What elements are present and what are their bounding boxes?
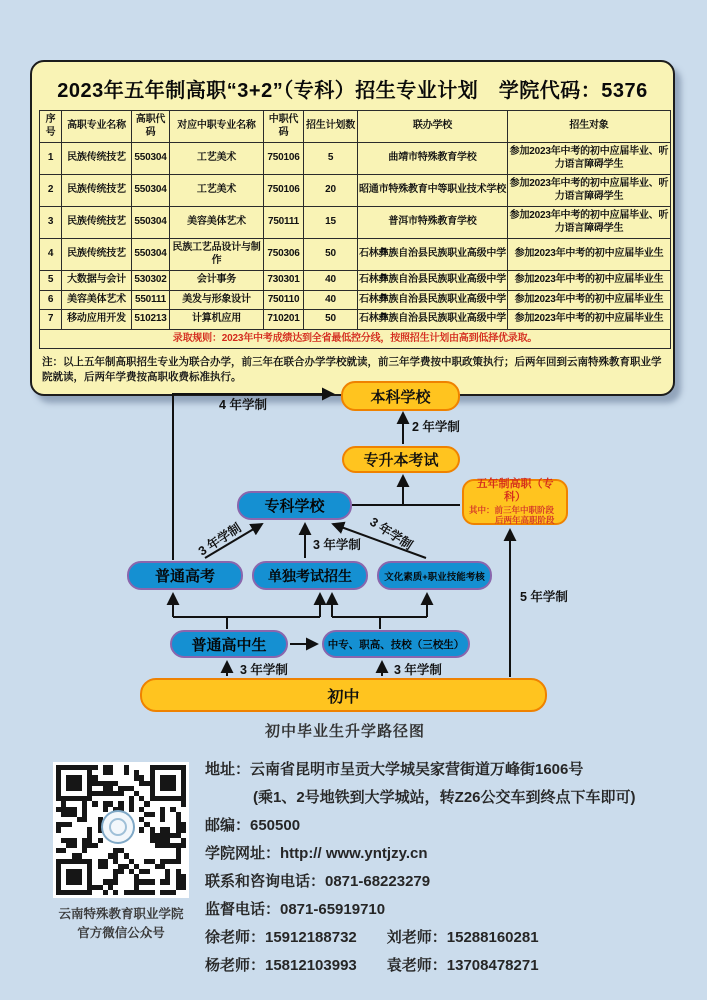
node-junior-high: 初中 <box>140 678 547 712</box>
edge-label-3yr: 3 年学制 <box>195 520 244 559</box>
col-header: 中职代码 <box>264 111 304 143</box>
table-row <box>40 143 671 175</box>
cell: 1 <box>40 143 62 175</box>
qr-caption <box>33 905 209 944</box>
edge-label-3yr: 3 年学制 <box>240 663 288 677</box>
contact-teachers-1: 徐老师：15912188732 刘老师：15288160281 <box>205 929 539 946</box>
edge-label-3yr: 3 年学制 <box>313 538 361 552</box>
cell: 15 <box>304 207 358 239</box>
table-header-row <box>40 111 671 143</box>
cell: 550304 <box>132 207 170 239</box>
col-header: 高职专业名称 <box>62 111 132 143</box>
cell: 计算机应用 <box>170 310 264 330</box>
cell: 工艺美术 <box>170 175 264 207</box>
cell: 参加2023年中考的初中应届毕业、听力语言障碍学生 <box>508 143 671 175</box>
node-undergraduate-school: 本科学校 <box>341 381 460 411</box>
col-header: 对应中职专业名称 <box>170 111 264 143</box>
cell: 4 <box>40 239 62 271</box>
cell: 美发与形象设计 <box>170 290 264 310</box>
cell: 710201 <box>264 310 304 330</box>
cell: 40 <box>304 271 358 291</box>
cell: 普洱市特殊教育学校 <box>358 207 508 239</box>
flowchart-caption: 初中毕业生升学路径图 <box>264 723 425 740</box>
cell: 参加2023年中考的初中应届毕业、听力语言障碍学生 <box>508 207 671 239</box>
cell: 20 <box>304 175 358 207</box>
cell: 民族传统技艺 <box>62 175 132 207</box>
cell: 750106 <box>264 175 304 207</box>
node-separate-exam: 单独考试招生 <box>252 561 368 590</box>
table-row <box>40 175 671 207</box>
cell: 750111 <box>264 207 304 239</box>
table-row <box>40 290 671 310</box>
cell: 曲靖市特殊教育学校 <box>358 143 508 175</box>
cell: 石林彝族自治县民族职业高级中学 <box>358 239 508 271</box>
five-year-sub2: 后两年高职阶段 <box>495 515 555 526</box>
cell: 550304 <box>132 175 170 207</box>
cell: 750306 <box>264 239 304 271</box>
panel-title: 2023年五年制高职“3+2”（专科）招生专业计划 学院代码：5376 <box>57 80 648 102</box>
cell: 510213 <box>132 310 170 330</box>
cell: 会计事务 <box>170 271 264 291</box>
contact-supervision-phone: 监督电话：0871-65919710 <box>205 901 386 918</box>
edge-label-2yr: 2 年学制 <box>412 420 460 434</box>
cell: 石林彝族自治县民族职业高级中学 <box>358 310 508 330</box>
cell: 美容美体艺术 <box>170 207 264 239</box>
cell: 50 <box>304 310 358 330</box>
node-vocational-students: 中专、职高、技校（三校生） <box>322 630 470 658</box>
cell: 参加2023年中考的初中应届毕业生 <box>508 239 671 271</box>
edge-label-3yr: 3 年学制 <box>394 663 442 677</box>
cell: 参加2023年中考的初中应届毕业生 <box>508 310 671 330</box>
node-upgrade-exam: 专升本考试 <box>342 446 460 473</box>
cell: 参加2023年中考的初中应届毕业生 <box>508 271 671 291</box>
cell: 民族工艺品设计与制作 <box>170 239 264 271</box>
contact-teachers-2: 杨老师：15812103993 袁老师：13708478271 <box>205 957 539 974</box>
table-row <box>40 207 671 239</box>
node-regular-high-school-student: 普通高中生 <box>170 630 288 658</box>
contact-postcode: 邮编：650500 <box>205 817 301 834</box>
admission-rule-row <box>40 329 671 349</box>
contact-directions: (乘1、2号地铁到大学城站，转Z26公交车到终点下车即可) <box>253 789 636 806</box>
cell: 750106 <box>264 143 304 175</box>
cell: 民族传统技艺 <box>62 239 132 271</box>
contact-website: 学院网址：http:// www.yntjzy.cn <box>205 845 428 862</box>
admission-rule-text: 录取规则：2023年中考成绩达到全省最低控分线，按照招生计划由高到低择优录取。 <box>40 329 671 349</box>
enrollment-plan-panel <box>30 60 675 396</box>
cell: 550111 <box>132 290 170 310</box>
node-five-year-program <box>462 479 568 525</box>
cell: 6 <box>40 290 62 310</box>
cell: 工艺美术 <box>170 143 264 175</box>
cell: 石林彝族自治县民族职业高级中学 <box>358 271 508 291</box>
node-junior-college: 专科学校 <box>237 491 352 520</box>
cell: 750110 <box>264 290 304 310</box>
qr-caption-line1: 云南特殊教育职业学院 <box>58 907 184 921</box>
five-year-title: 五年制高职（专科） <box>476 478 554 504</box>
cell: 530302 <box>132 271 170 291</box>
col-header: 序号 <box>40 111 62 143</box>
table-row <box>40 239 671 271</box>
panel-note: 注：以上五年制高职招生专业为联合办学，前三年在联合办学学校就读，前三年学费按中职政策执行；后两年回到云南特殊教育职业学院就读，后两年学费按高职收费标准执行。 <box>42 356 662 383</box>
cell: 40 <box>304 290 358 310</box>
cell: 730301 <box>264 271 304 291</box>
cell: 2 <box>40 175 62 207</box>
cell: 大数据与会计 <box>62 271 132 291</box>
contact-phone: 联系和咨询电话：0871-68223279 <box>205 873 431 890</box>
node-culture-skill-test: 文化素质+职业技能考核 <box>377 561 492 590</box>
cell: 参加2023年中考的初中应届毕业生 <box>508 290 671 310</box>
edge-label-4yr: 4 年学制 <box>219 398 267 412</box>
table-row <box>40 271 671 291</box>
cell: 民族传统技艺 <box>62 143 132 175</box>
col-header: 招生对象 <box>508 111 671 143</box>
col-header: 招生计划数 <box>304 111 358 143</box>
cell: 3 <box>40 207 62 239</box>
cell: 50 <box>304 239 358 271</box>
col-header: 高职代码 <box>132 111 170 143</box>
cell: 5 <box>304 143 358 175</box>
cell: 550304 <box>132 143 170 175</box>
cell: 5 <box>40 271 62 291</box>
cell: 石林彝族自治县民族职业高级中学 <box>358 290 508 310</box>
wechat-qr-code <box>53 762 189 898</box>
cell: 移动应用开发 <box>62 310 132 330</box>
col-header: 联办学校 <box>358 111 508 143</box>
enrollment-table <box>39 110 671 349</box>
contact-address: 地址：云南省昆明市呈贡大学城吴家营街道万峰街1606号 <box>205 761 584 778</box>
five-year-sub1: 其中：前三年中职阶段 <box>469 504 555 515</box>
edge-label-3yr: 3 年学制 <box>367 514 416 553</box>
cell: 7 <box>40 310 62 330</box>
cell: 民族传统技艺 <box>62 207 132 239</box>
cell: 参加2023年中考的初中应届毕业、听力语言障碍学生 <box>508 175 671 207</box>
contact-info <box>205 756 675 980</box>
qr-center-logo <box>101 810 135 844</box>
edge-label-5yr: 5 年学制 <box>520 590 568 604</box>
node-gaokao: 普通高考 <box>127 561 243 590</box>
cell: 550304 <box>132 239 170 271</box>
cell: 美容美体艺术 <box>62 290 132 310</box>
cell: 昭通市特殊教育中等职业技术学校 <box>358 175 508 207</box>
qr-caption-line2: 官方微信公众号 <box>77 926 165 941</box>
table-row <box>40 310 671 330</box>
